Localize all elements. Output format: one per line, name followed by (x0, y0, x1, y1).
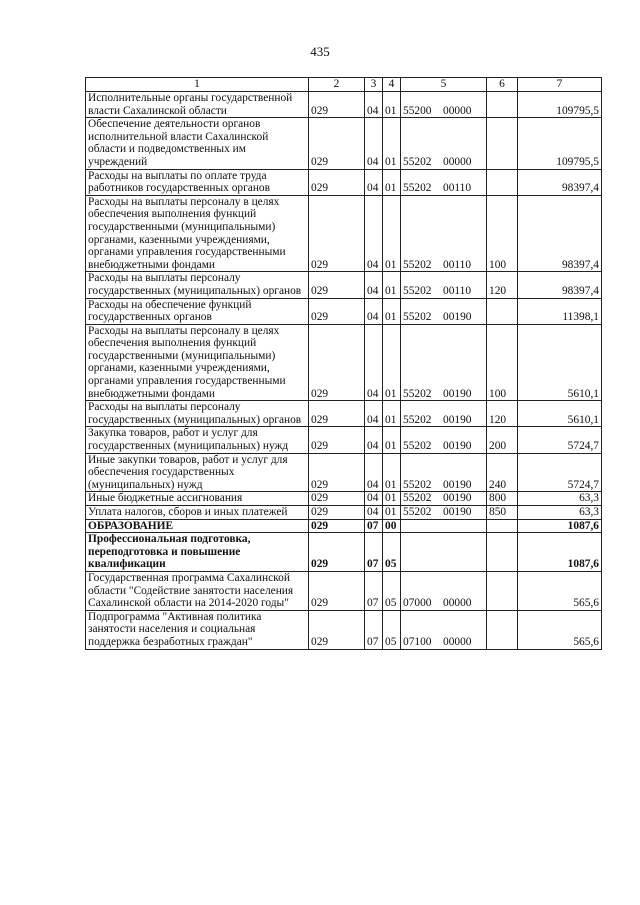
amount-cell: 98397,4 (518, 272, 602, 298)
target-article-suffix: 00190 (443, 413, 472, 426)
expense-name-cell: Профессиональная подготовка, переподготовка и повышение квалификации (86, 533, 309, 572)
section-code-cell: 07 (365, 610, 383, 649)
amount-cell: 63,3 (518, 506, 602, 520)
column-header: 1 (86, 78, 309, 92)
expense-name-cell: Расходы на выплаты персоналу в целях обеспечения выполнения функций государственными (муниципальными) органами, казенными учреждениями, органами управления государственными внебюджетными фондами (86, 195, 309, 272)
target-article-suffix: 00110 (443, 258, 472, 271)
target-article-prefix: 55202 (403, 440, 432, 453)
target-article-suffix: 00000 (443, 104, 472, 117)
expense-type-cell: 200 (487, 427, 518, 453)
subsection-code-cell: 01 (383, 169, 401, 195)
expense-name-cell: Иные закупки товаров, работ и услуг для обеспечения государственных (муниципальных) нужд (86, 453, 309, 492)
column-header: 6 (487, 78, 518, 92)
target-article-cell (401, 272, 487, 298)
target-article-prefix: 55202 (403, 387, 432, 400)
table-row (86, 92, 602, 118)
ministry-code-cell: 029 (309, 571, 365, 610)
ministry-code-cell: 029 (309, 506, 365, 520)
column-header: 2 (309, 78, 365, 92)
table-row (86, 195, 602, 272)
target-article-suffix: 00110 (443, 182, 472, 195)
target-article-cell (401, 298, 487, 324)
expense-name-cell: Обеспечение деятельности органов исполнительной власти Сахалинской области и подведомственных им учреждений (86, 118, 309, 169)
expense-name-cell: Закупка товаров, работ и услуг для государственных (муниципальных) нужд (86, 427, 309, 453)
expense-type-cell (487, 118, 518, 169)
target-article-prefix: 55202 (403, 478, 432, 491)
section-code-cell: 04 (365, 92, 383, 118)
ministry-code-cell: 029 (309, 453, 365, 492)
table-row (86, 401, 602, 427)
section-code-cell: 04 (365, 298, 383, 324)
expense-type-cell (487, 533, 518, 572)
expense-name-cell: Подпрограмма "Активная политика занятости населения и социальная поддержка безработных граждан" (86, 610, 309, 649)
expense-name-cell: ОБРАЗОВАНИЕ (86, 519, 309, 533)
target-article-cell (401, 492, 487, 506)
page-number: 435 (310, 44, 330, 59)
table-row (86, 272, 602, 298)
table-row (86, 533, 602, 572)
subsection-code-cell: 01 (383, 92, 401, 118)
subsection-code-cell: 01 (383, 427, 401, 453)
target-article-suffix: 00190 (443, 478, 472, 491)
target-article-suffix: 00110 (443, 284, 472, 297)
expense-name-cell: Уплата налогов, сборов и иных платежей (86, 506, 309, 520)
target-article-suffix: 00190 (443, 387, 472, 400)
expense-type-cell: 800 (487, 492, 518, 506)
subsection-code-cell: 05 (383, 533, 401, 572)
amount-cell: 5724,7 (518, 427, 602, 453)
table-row (86, 571, 602, 610)
table-row (86, 492, 602, 506)
ministry-code-cell: 029 (309, 492, 365, 506)
table-row (86, 324, 602, 401)
expense-type-cell: 850 (487, 506, 518, 520)
amount-cell: 1087,6 (518, 533, 602, 572)
ministry-code-cell: 029 (309, 92, 365, 118)
ministry-code-cell: 029 (309, 298, 365, 324)
subsection-code-cell: 01 (383, 453, 401, 492)
ministry-code-cell: 029 (309, 195, 365, 272)
subsection-code-cell: 01 (383, 118, 401, 169)
target-article-cell (401, 401, 487, 427)
target-article-cell (401, 533, 487, 572)
target-article-cell (401, 506, 487, 520)
target-article-suffix: 00000 (443, 597, 472, 610)
amount-cell: 109795,5 (518, 118, 602, 169)
expense-name-cell: Расходы на выплаты по оплате труда работников государственных органов (86, 169, 309, 195)
target-article-suffix: 00190 (443, 440, 472, 453)
section-code-cell: 04 (365, 453, 383, 492)
table-row (86, 610, 602, 649)
amount-cell: 5610,1 (518, 324, 602, 401)
target-article-cell (401, 324, 487, 401)
expense-type-cell: 120 (487, 401, 518, 427)
subsection-code-cell: 01 (383, 401, 401, 427)
column-header: 4 (383, 78, 401, 92)
budget-table (85, 77, 602, 650)
subsection-code-cell: 01 (383, 492, 401, 506)
ministry-code-cell: 029 (309, 519, 365, 533)
subsection-code-cell: 01 (383, 506, 401, 520)
amount-cell: 565,6 (518, 610, 602, 649)
target-article-prefix: 55200 (403, 104, 432, 117)
target-article-prefix: 55202 (403, 311, 432, 324)
target-article-prefix: 07100 (403, 635, 432, 648)
table-header-row (86, 78, 602, 92)
column-header: 3 (365, 78, 383, 92)
target-article-cell (401, 195, 487, 272)
subsection-code-cell: 05 (383, 610, 401, 649)
amount-cell: 63,3 (518, 492, 602, 506)
target-article-prefix: 55202 (403, 492, 432, 505)
ministry-code-cell: 029 (309, 324, 365, 401)
table-row (86, 506, 602, 520)
expense-name-cell: Государственная программа Сахалинской области "Содействие занятости населения Сахалинской области на 2014-2020 годы" (86, 571, 309, 610)
amount-cell: 5724,7 (518, 453, 602, 492)
target-article-cell (401, 571, 487, 610)
column-header: 5 (401, 78, 487, 92)
target-article-prefix: 55202 (403, 284, 432, 297)
ministry-code-cell: 029 (309, 401, 365, 427)
subsection-code-cell: 01 (383, 195, 401, 272)
amount-cell: 5610,1 (518, 401, 602, 427)
expense-name-cell: Расходы на выплаты персоналу в целях обеспечения выполнения функций государственными (муниципальными) органами, казенными учреждениями, органами управления государственными внебюджетными фондами (86, 324, 309, 401)
expense-name-cell: Исполнительные органы государственной власти Сахалинской области (86, 92, 309, 118)
section-code-cell: 04 (365, 324, 383, 401)
target-article-prefix: 07000 (403, 597, 432, 610)
section-code-cell: 04 (365, 169, 383, 195)
subsection-code-cell: 00 (383, 519, 401, 533)
ministry-code-cell: 029 (309, 118, 365, 169)
ministry-code-cell: 029 (309, 169, 365, 195)
target-article-prefix: 55202 (403, 258, 432, 271)
target-article-prefix: 55202 (403, 413, 432, 426)
target-article-prefix: 55202 (403, 506, 432, 518)
table-row (86, 453, 602, 492)
expense-type-cell (487, 610, 518, 649)
section-code-cell: 04 (365, 492, 383, 506)
subsection-code-cell: 05 (383, 571, 401, 610)
expense-name-cell: Расходы на выплаты персоналу государственных (муниципальных) органов (86, 272, 309, 298)
ministry-code-cell: 029 (309, 272, 365, 298)
section-code-cell: 04 (365, 506, 383, 520)
expense-type-cell (487, 169, 518, 195)
section-code-cell: 07 (365, 571, 383, 610)
expense-type-cell: 100 (487, 195, 518, 272)
section-code-cell: 04 (365, 401, 383, 427)
ministry-code-cell: 029 (309, 533, 365, 572)
expense-name-cell: Расходы на обеспечение функций государственных органов (86, 298, 309, 324)
target-article-suffix: 00190 (443, 492, 472, 505)
amount-cell: 11398,1 (518, 298, 602, 324)
section-code-cell: 04 (365, 272, 383, 298)
section-code-cell: 04 (365, 195, 383, 272)
target-article-suffix: 00000 (443, 635, 472, 648)
target-article-cell (401, 453, 487, 492)
section-code-cell: 07 (365, 519, 383, 533)
target-article-cell (401, 519, 487, 533)
table-row (86, 519, 602, 533)
target-article-cell (401, 427, 487, 453)
expense-name-cell: Иные бюджетные ассигнования (86, 492, 309, 506)
amount-cell: 98397,4 (518, 169, 602, 195)
target-article-suffix: 00190 (443, 311, 472, 324)
section-code-cell: 04 (365, 118, 383, 169)
target-article-prefix: 55202 (403, 155, 432, 168)
section-code-cell: 07 (365, 533, 383, 572)
subsection-code-cell: 01 (383, 298, 401, 324)
subsection-code-cell: 01 (383, 324, 401, 401)
target-article-cell (401, 92, 487, 118)
section-code-cell: 04 (365, 427, 383, 453)
amount-cell: 1087,6 (518, 519, 602, 533)
expense-name-cell: Расходы на выплаты персоналу государственных (муниципальных) органов (86, 401, 309, 427)
table-row (86, 118, 602, 169)
target-article-cell (401, 610, 487, 649)
expense-type-cell (487, 298, 518, 324)
amount-cell: 98397,4 (518, 195, 602, 272)
target-article-cell (401, 118, 487, 169)
table-row (86, 298, 602, 324)
target-article-suffix: 00190 (443, 506, 472, 518)
expense-type-cell: 100 (487, 324, 518, 401)
table-row (86, 427, 602, 453)
target-article-suffix: 00000 (443, 155, 472, 168)
expense-type-cell (487, 571, 518, 610)
expense-type-cell (487, 519, 518, 533)
expense-type-cell: 240 (487, 453, 518, 492)
target-article-cell (401, 169, 487, 195)
expense-type-cell: 120 (487, 272, 518, 298)
ministry-code-cell: 029 (309, 427, 365, 453)
amount-cell: 565,6 (518, 571, 602, 610)
amount-cell: 109795,5 (518, 92, 602, 118)
expense-type-cell (487, 92, 518, 118)
ministry-code-cell: 029 (309, 610, 365, 649)
table-row (86, 169, 602, 195)
column-header: 7 (518, 78, 602, 92)
subsection-code-cell: 01 (383, 272, 401, 298)
target-article-prefix: 55202 (403, 182, 432, 195)
